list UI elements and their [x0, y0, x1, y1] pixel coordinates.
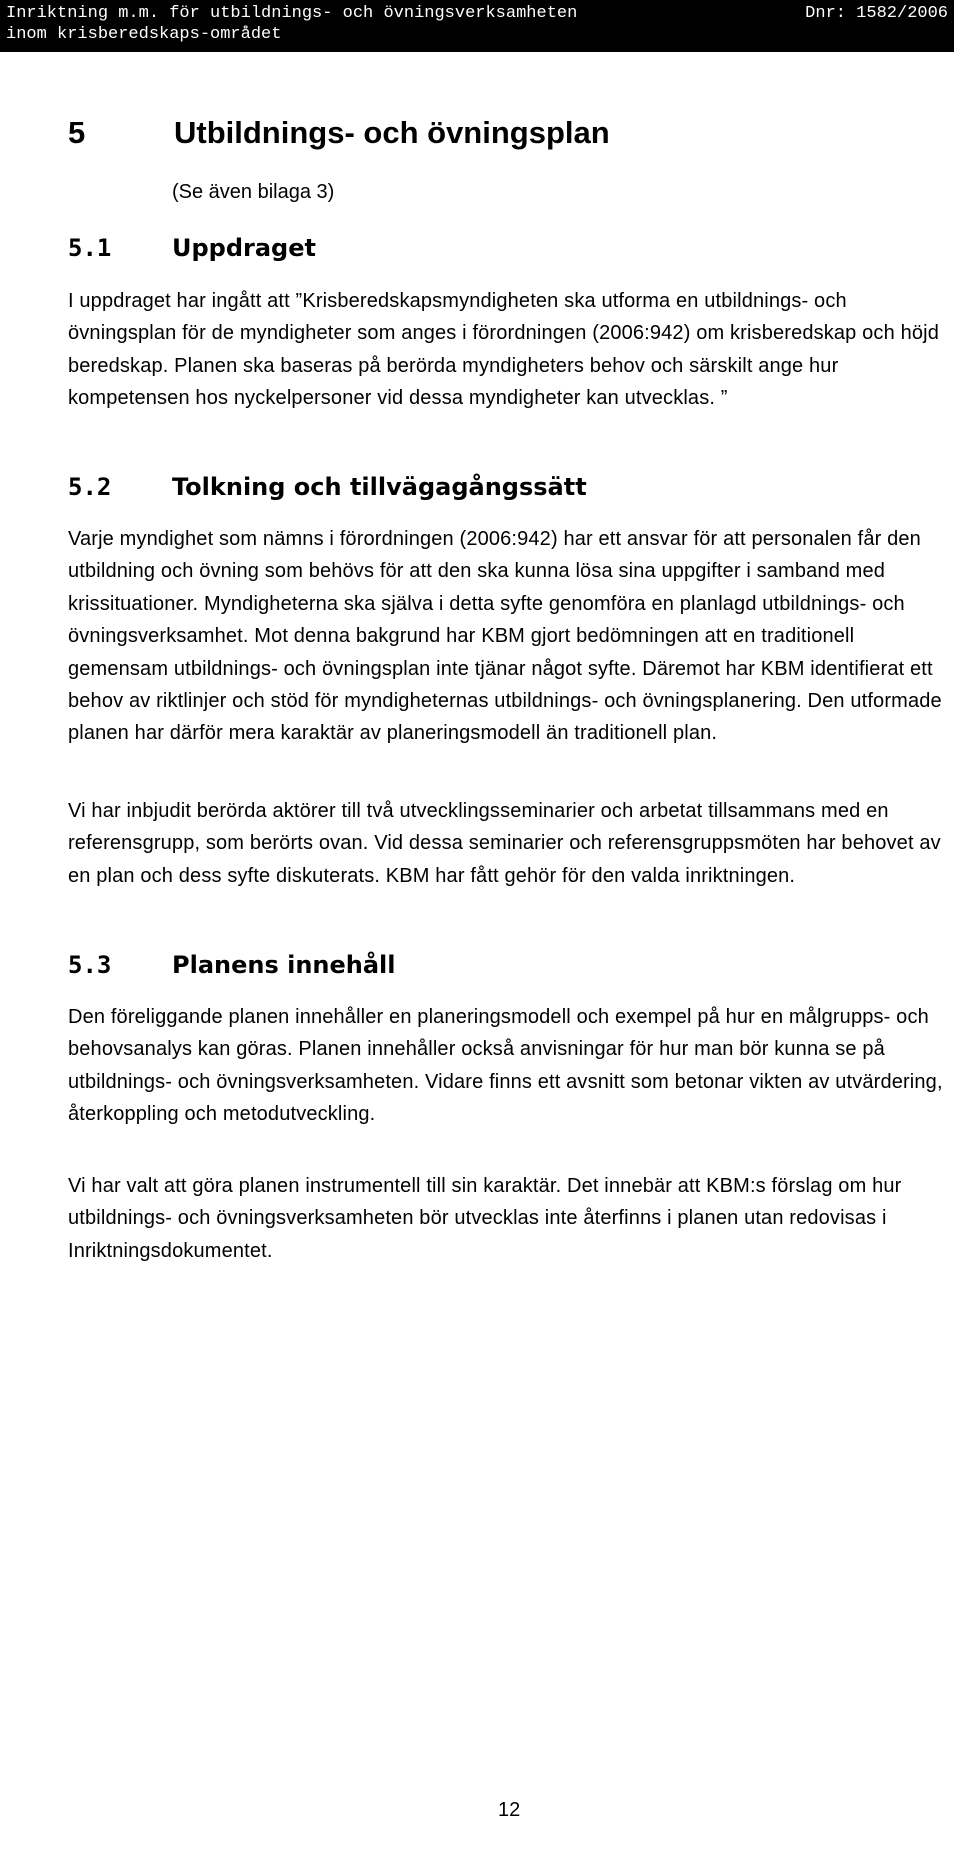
paragraph: Vi har valt att göra planen instrumentell till sin karaktär. Det innebär att KBM:s förslag om hur utbildnings- och övningsverksamheten bör utvecklas inte återfinns i planen utan redovisas i Inriktningsdokumentet. — [68, 1175, 902, 1262]
chapter-number: 5 — [68, 115, 86, 150]
section-heading-5-1 — [68, 232, 316, 264]
header-document-title: Inriktning m.m. för utbildnings- och övningsverksamheten — [6, 4, 578, 23]
paragraph: Vi har inbjudit berörda aktörer till två utvecklingsseminarier och arbetat tillsammans med en referensgrupp, som berörts ovan. Vid dessa seminarier och referensgruppsmöten har behovet av en plan och dess syfte diskuterats. KBM har fått gehör för den valda inriktningen. — [68, 800, 941, 887]
section-number: 5.1 — [68, 234, 112, 262]
chapter-heading — [68, 113, 610, 153]
section-number: 5.2 — [68, 473, 112, 501]
header-document-subtitle: inom krisberedskaps-området — [6, 25, 282, 44]
section-title: Tolkning och tillvägagångssätt — [172, 473, 587, 501]
section-title: Planens innehåll — [172, 951, 396, 979]
header-diary-number: Dnr: 1582/2006 — [805, 4, 948, 23]
paragraph: Varje myndighet som nämns i förordningen (2006:942) har ett ansvar för att personalen får den utbildning och övning som behövs för att den ska kunna lösa sina uppgifter i samband med krissituationer. Myndigheterna ska själva i detta syfte genomföra en planlagd utbildnings- och övningsverksamhet. Mot denna bakgrund har KBM gjort bedömningen att en traditionell gemensam utbildnings- och övningsplan inte tjänar något syfte. Däremot har KBM identifierat ett behov av riktlinjer och stöd för myndigheternas utbildnings- och övningsplanering. Den utformade planen har därför mera karaktär av planeringsmodell än traditionell plan. — [68, 528, 942, 745]
section-heading-5-3 — [68, 949, 396, 981]
section-title: Uppdraget — [172, 234, 316, 262]
chapter-title: Utbildnings- och övningsplan — [174, 115, 610, 150]
paragraph: Den föreliggande planen innehåller en planeringsmodell och exempel på hur en målgrupps- och behovsanalys kan göras. Planen innehåller också anvisningar för hur man bör kunna se på utbildnings- och övningsverksamheten. Vidare finns ett avsnitt som betonar vikten av utvärdering, återkoppling och metodutveckling. — [68, 1006, 943, 1126]
section-heading-5-2 — [68, 471, 587, 503]
page-number: 12 — [498, 1799, 521, 1821]
paragraph: I uppdraget har ingått att ”Krisberedskapsmyndigheten ska utforma en utbildnings- och övningsplan för de myndigheter som anges i förordningen (2006:942) om krisberedskap och höjd beredskap. Planen ska baseras på berörda myndigheters behov och särskilt ange hur kompetensen hos nyckelpersoner vid dessa myndigheter kan utvecklas. ” — [68, 290, 939, 410]
running-header — [0, 0, 954, 52]
chapter-note: (Se även bilaga 3) — [172, 181, 335, 203]
section-number: 5.3 — [68, 951, 112, 979]
